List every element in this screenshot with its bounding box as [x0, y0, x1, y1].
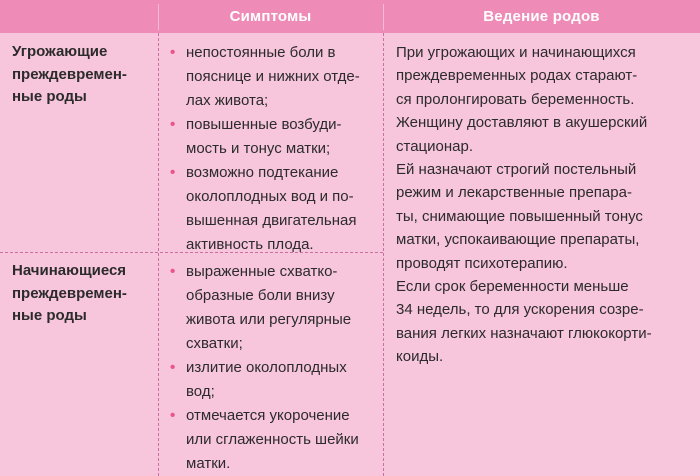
- symptom-text: непостоянные боли в: [186, 44, 336, 61]
- management-line: 34 недель, то для ускорения созре-: [396, 301, 644, 319]
- row-divider: [0, 252, 383, 253]
- management-line: Если срок беременности меньше: [396, 278, 629, 296]
- symptom-text: пояснице и нижних отде-: [186, 68, 360, 85]
- bullet-icon: •: [170, 44, 176, 61]
- header-symptoms: Симптомы: [158, 0, 383, 33]
- header-divider: [383, 4, 384, 30]
- column-divider: [383, 33, 384, 476]
- row-title-line: ные роды: [12, 88, 87, 105]
- symptom-text: живота или регулярные: [186, 311, 352, 328]
- bullet-icon: •: [170, 263, 176, 280]
- symptom-text: околоплодных вод и по-: [186, 188, 354, 205]
- symptom-item: [170, 356, 373, 404]
- row-title-line: Угрожающие: [12, 43, 108, 60]
- symptoms-threatening: [158, 33, 383, 252]
- management-cell: [383, 33, 700, 476]
- symptom-text: излитие околоплодных: [186, 359, 347, 376]
- management-line: режим и лекарственные препара-: [396, 184, 632, 202]
- management-line: При угрожающих и начинающихся: [396, 44, 636, 61]
- management-line: ты, снимающие повышенный тонус: [396, 207, 643, 225]
- management-line: Ей назначают строгий постельный: [396, 161, 637, 179]
- symptom-text: выраженные схватко-: [186, 263, 338, 280]
- column-divider: [158, 33, 159, 476]
- symptom-text: или сглаженность шейки: [186, 431, 359, 448]
- management-line: матки, успокаивающие препараты,: [396, 231, 640, 249]
- bullet-icon: •: [170, 164, 176, 181]
- bullet-icon: •: [170, 407, 176, 424]
- management-line: стационар.: [396, 137, 473, 155]
- symptom-text: образные боли внизу: [186, 287, 335, 304]
- symptoms-beginning: [158, 252, 383, 476]
- symptom-item: [170, 161, 373, 257]
- management-line: коиды.: [396, 348, 444, 366]
- management-line: проводят психотерапию.: [396, 254, 568, 272]
- header-management: Ведение родов: [383, 0, 700, 33]
- bullet-icon: •: [170, 116, 176, 133]
- row-title-line: преждевремен-: [12, 284, 127, 302]
- bullet-icon: •: [170, 359, 176, 376]
- symptom-text: лах живота;: [186, 92, 269, 109]
- row-title-beginning: [0, 252, 158, 476]
- row-title-line: ные роды: [12, 307, 87, 324]
- row-title-threatening: [0, 33, 158, 252]
- symptom-text: активность плода.: [186, 236, 314, 253]
- management-line: преждевременных родах старают-: [396, 67, 638, 85]
- symptom-text: матки.: [186, 455, 231, 472]
- row-title-line: преждевремен-: [12, 65, 127, 83]
- symptom-text: повышенные возбуди-: [186, 116, 342, 133]
- symptom-text: отмечается укорочение: [186, 407, 350, 424]
- symptom-text: вод;: [186, 383, 215, 400]
- header-divider: [158, 4, 159, 30]
- header-empty-cell: [0, 0, 158, 33]
- symptom-text: вышенная двигательная: [186, 212, 357, 229]
- symptom-text: мость и тонус матки;: [186, 140, 331, 157]
- symptom-item: [170, 41, 373, 113]
- symptom-item: [170, 113, 373, 161]
- symptom-item: [170, 404, 373, 476]
- management-line: вания легких назначают глюкокорти-: [396, 324, 652, 342]
- symptom-text: возможно подтекание: [186, 164, 339, 181]
- symptom-text: схватки;: [186, 335, 243, 352]
- management-line: Женщину доставляют в акушерский: [396, 114, 648, 132]
- row-title-line: Начинающиеся: [12, 262, 127, 279]
- management-line: ся пролонгировать беременность.: [396, 90, 635, 108]
- symptom-item: [170, 260, 373, 356]
